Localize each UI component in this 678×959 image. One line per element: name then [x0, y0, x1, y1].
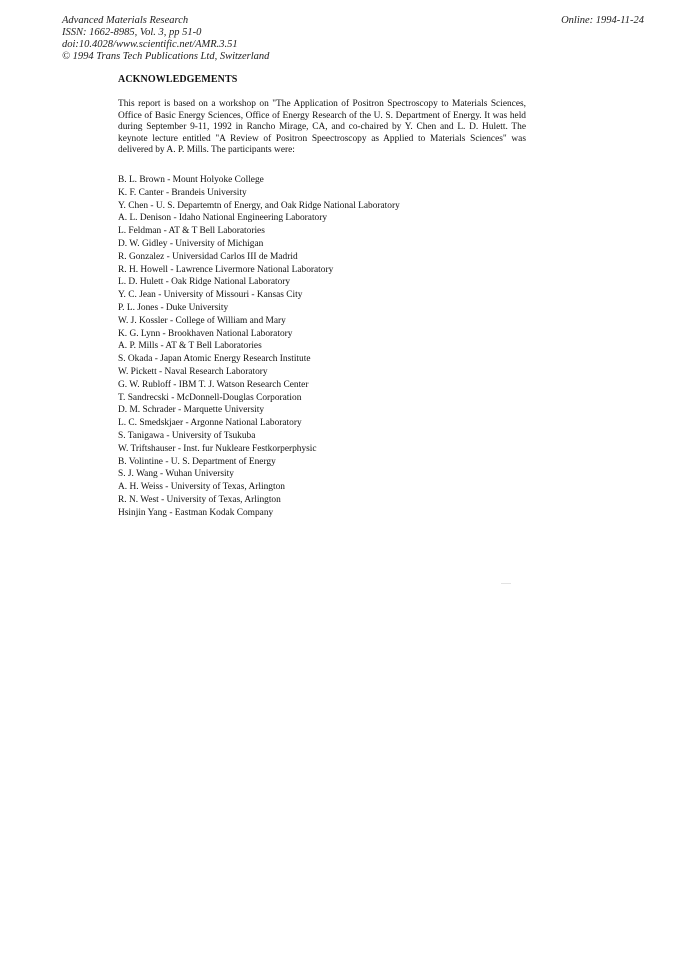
participant-item: A. P. Mills - AT & T Bell Laboratories: [118, 341, 262, 352]
participant-item: T. Sandrecski - McDonnell-Douglas Corporation: [118, 392, 302, 403]
participant-item: Hsinjin Yang - Eastman Kodak Company: [118, 507, 274, 518]
participant-item: S. J. Wang - Wuhan University: [118, 469, 234, 480]
participant-item: S. Okada - Japan Atomic Energy Research Institute: [118, 354, 311, 365]
participant-item: L. D. Hulett - Oak Ridge National Laboratory: [118, 277, 291, 288]
participant-item: B. L. Brown - Mount Holyoke College: [118, 174, 264, 185]
participant-item: Y. Chen - U. S. Departemtn of Energy, and Oak Ridge National Laboratory: [118, 200, 400, 211]
intro-paragraph: This report is based on a workshop on "The Application of Positron Spectroscopy to Materials Sciences, Office of Basic Energy Sciences, Office of Energy Research of the U. S. Department of Energy. It was held during September 9-11, 1992 in Rancho Mirage, CA, and co-chaired by Y. Chen and L. D. Hulett. The keynote lecture entitled "A Review of Positron Speectroscopy as Applied to Materials Sciences" was delivered by A. P. Mills. The participants were:: [118, 99, 526, 156]
participant-item: B. Volintine - U. S. Department of Energy: [118, 456, 276, 467]
section-heading: ACKNOWLEDGEMENTS: [118, 74, 238, 85]
participant-item: D. M. Schrader - Marquette University: [118, 405, 265, 416]
participant-item: A. L. Denison - Idaho National Engineering Laboratory: [118, 213, 328, 224]
participant-item: R. N. West - University of Texas, Arlington: [118, 494, 281, 505]
participant-item: R. Gonzalez - Universidad Carlos III de Madrid: [118, 251, 298, 262]
participant-item: R. H. Howell - Lawrence Livermore National Laboratory: [118, 264, 334, 275]
participant-item: K. F. Canter - Brandeis University: [118, 187, 247, 198]
participant-item: W. Pickett - Naval Research Laboratory: [118, 366, 268, 377]
participant-item: D. W. Gidley - University of Michigan: [118, 238, 264, 249]
participant-item: P. L. Jones - Duke University: [118, 302, 229, 313]
acknowledgements-section: [118, 74, 526, 519]
participant-item: S. Tanigawa - University of Tsukuba: [118, 430, 256, 441]
participant-item: K. G. Lynn - Brookhaven National Laboratory: [118, 328, 293, 339]
participant-item: A. H. Weiss - University of Texas, Arlington: [118, 482, 285, 493]
issn-line: ISSN: 1662-8985, Vol. 3, pp 51-0: [62, 27, 202, 38]
journal-header: [62, 15, 269, 63]
journal-title: Advanced Materials Research: [62, 15, 189, 26]
online-date: Online: 1994-11-24: [561, 15, 644, 26]
doi-line: doi:10.4028/www.scientific.net/AMR.3.51: [62, 39, 238, 50]
participant-item: W. J. Kossler - College of William and Mary: [118, 315, 286, 326]
copyright-line: © 1994 Trans Tech Publications Ltd, Switzerland: [62, 51, 270, 62]
participant-list: [118, 174, 526, 520]
participant-item: W. Triftshauser - Inst. fur Nukleare Festkorperphysic: [118, 443, 317, 454]
participant-item: L. C. Smedskjaer - Argonne National Laboratory: [118, 418, 302, 429]
participant-item: G. W. Rubloff - IBM T. J. Watson Research Center: [118, 379, 309, 390]
participant-item: Y. C. Jean - University of Missouri - Kansas City: [118, 290, 303, 301]
page-mark: [501, 583, 511, 584]
participant-item: L. Feldman - AT & T Bell Laboratories: [118, 226, 265, 237]
